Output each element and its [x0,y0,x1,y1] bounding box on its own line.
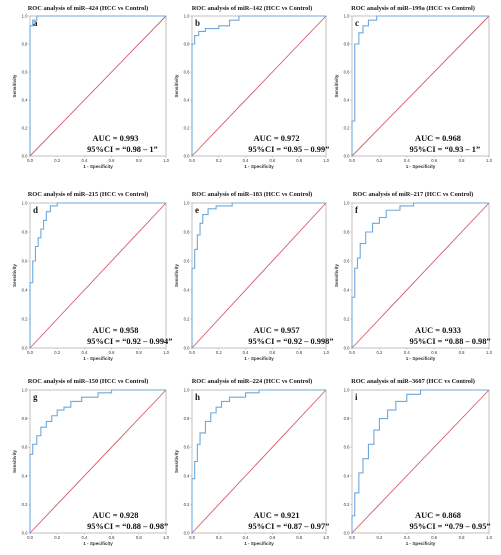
x-tick-label: 0.0 [189,350,195,355]
roc-panel-g [12,378,170,546]
x-axis-label: 1 - Specificity [244,356,274,361]
roc-panel-i [344,378,493,546]
panel-title: ROC analysis of miR–217 (HCC vs Control) [352,191,474,198]
x-tick-label: 0.8 [135,158,142,163]
panel-letter: e [195,205,199,215]
y-axis-label: Sensitivity [174,74,179,98]
x-axis-label: 1 - Specificity [405,356,436,361]
y-tick-label: 0.4 [21,287,28,293]
y-tick-label: 1.0 [343,387,350,393]
y-tick-label: 0.0 [183,530,190,536]
x-tick-label: 0.2 [54,535,61,540]
y-tick-label: 0.2 [21,125,28,131]
panel-title: ROC analysis of miR–142 (HCC vs Control) [191,5,313,12]
y-tick-label: 0.6 [343,258,350,264]
x-tick-label: 0.0 [349,350,355,355]
x-tick-label: 0.8 [135,535,142,540]
x-tick-label: 1.0 [486,350,492,355]
panel-letter: d [33,205,39,215]
auc-annotation: AUC = 0.868 [415,511,461,520]
x-tick-label: 0.6 [431,535,438,540]
x-tick-label: 0.6 [431,350,438,355]
y-tick-label: 0.0 [183,345,190,351]
roc-panel-b [174,5,330,169]
y-tick-label: 0.4 [21,473,28,479]
y-tick-label: 0.0 [21,345,28,351]
y-tick-label: 0.8 [183,41,190,47]
x-tick-label: 1.0 [163,158,169,163]
x-tick-label: 0.0 [189,158,195,163]
y-tick-label: 0.2 [183,125,190,131]
y-tick-label: 0.0 [21,153,28,159]
x-tick-label: 0.2 [54,350,61,355]
y-tick-label: 0.2 [21,316,28,322]
y-tick-label: 0.2 [343,125,350,131]
x-tick-label: 0.8 [135,350,142,355]
panel-letter: i [355,392,358,402]
x-tick-label: 0.2 [215,535,222,540]
y-tick-label: 0.8 [183,229,190,235]
x-tick-label: 0.6 [269,158,276,163]
x-tick-label: 0.0 [349,158,355,163]
x-tick-label: 1.0 [486,158,492,163]
x-tick-label: 0.4 [242,350,249,355]
y-tick-label: 0.6 [21,69,28,75]
x-tick-label: 0.4 [242,535,249,540]
x-tick-label: 0.8 [458,158,465,163]
y-axis-label: Sensitivity [334,264,339,287]
y-tick-label: 1.0 [183,200,190,206]
x-tick-label: 0.4 [81,350,88,355]
y-tick-label: 0.6 [21,258,28,264]
y-tick-label: 0.2 [343,501,350,507]
roc-panel-a [12,5,170,169]
auc-annotation: AUC = 0.928 [92,511,139,520]
auc-annotation: AUC = 0.957 [253,326,300,335]
y-tick-label: 1.0 [343,13,350,19]
y-tick-label: 0.8 [343,229,350,235]
y-axis-label: Sensitivity [12,450,17,473]
panel-title: ROC analysis of miR–199a (HCC vs Control) [351,5,475,12]
panel-title: ROC analysis of miR–183 (HCC vs Control) [191,191,313,198]
y-tick-label: 0.6 [343,444,350,450]
x-tick-label: 0.6 [269,535,276,540]
panel-title: ROC analysis of miR–224 (HCC vs Control) [191,378,313,385]
y-tick-label: 0.4 [183,97,190,103]
panel-title: ROC analysis of miR–424 (HCC vs Control) [27,5,149,12]
y-tick-label: 0.0 [21,530,28,536]
x-tick-label: 0.0 [349,535,355,540]
x-tick-label: 0.8 [296,535,303,540]
x-tick-label: 0.8 [458,350,465,355]
y-tick-label: 0.6 [343,69,350,75]
y-tick-label: 0.6 [183,69,190,75]
y-axis-label: Sensitivity [12,264,17,287]
x-tick-label: 0.4 [81,158,88,163]
x-axis-label: 1 - Specificity [405,164,436,169]
x-tick-label: 0.2 [54,158,61,163]
x-tick-label: 0.4 [403,158,410,163]
x-tick-label: 0.6 [269,350,276,355]
y-tick-label: 0.0 [343,530,350,536]
ci-annotation: 95%CI = “0.93 – 1” [409,145,481,154]
auc-annotation: AUC = 0.921 [253,511,300,520]
roc-panel-f [334,191,493,361]
x-tick-label: 0.6 [108,350,115,355]
y-axis-label: Sensitivity [174,450,179,473]
x-axis-label: 1 - Specificity [83,164,113,169]
y-tick-label: 0.2 [21,501,28,507]
auc-annotation: AUC = 0.933 [415,326,461,335]
x-tick-label: 0.8 [296,350,303,355]
panel-letter: g [33,392,38,402]
x-tick-label: 0.4 [81,535,88,540]
y-tick-label: 0.4 [343,97,350,103]
ci-annotation: 95%CI = “0.79 – 0.95” [409,522,491,531]
y-axis-label: Sensitivity [174,264,179,287]
y-tick-label: 1.0 [183,13,190,19]
y-tick-label: 0.8 [343,41,350,47]
y-tick-label: 0.4 [21,97,28,103]
panel-letter: b [195,18,201,28]
y-tick-label: 0.2 [183,316,190,322]
y-tick-label: 0.4 [183,473,190,479]
x-tick-label: 0.6 [108,535,115,540]
x-tick-label: 0.2 [376,350,383,355]
x-tick-label: 1.0 [323,158,329,163]
panel-title: ROC analysis of miR–3607 (HCC vs Control) [351,378,475,385]
x-tick-label: 1.0 [323,350,329,355]
y-tick-label: 0.0 [343,153,350,159]
x-tick-label: 0.8 [458,535,465,540]
x-tick-label: 1.0 [323,535,329,540]
ci-annotation: 95%CI = “0.92 – 0.998” [248,337,334,346]
auc-annotation: AUC = 0.993 [92,134,139,143]
x-tick-label: 0.2 [215,350,222,355]
y-tick-label: 0.2 [183,501,190,507]
roc-panel-e [174,191,334,361]
panel-title: ROC analysis of miR–150 (HCC vs Control) [27,378,149,385]
panel-letter: a [33,18,38,28]
y-tick-label: 0.6 [183,444,190,450]
x-axis-label: 1 - Specificity [405,541,436,546]
y-tick-label: 0.4 [183,287,190,293]
y-tick-label: 0.6 [21,444,28,450]
y-tick-label: 1.0 [343,200,350,206]
x-tick-label: 1.0 [163,350,169,355]
y-tick-label: 0.4 [343,287,350,293]
ci-annotation: 95%CI = “0.88 – 0.98” [409,337,491,346]
y-tick-label: 0.6 [183,258,190,264]
roc-panel-d [12,191,172,361]
x-tick-label: 0.6 [108,158,115,163]
panel-letter: h [195,392,201,402]
x-tick-label: 0.4 [403,535,410,540]
ci-annotation: 95%CI = “0.92 – 0.994” [87,337,173,346]
y-axis-label: Sensitivity [334,74,339,98]
x-tick-label: 0.0 [27,158,33,163]
x-tick-label: 0.2 [376,158,383,163]
roc-panel-c [334,5,493,169]
y-axis-label: Sensitivity [12,74,17,98]
y-tick-label: 0.8 [21,229,28,235]
x-tick-label: 0.4 [403,350,410,355]
auc-annotation: AUC = 0.958 [92,326,139,335]
x-tick-label: 0.4 [242,158,249,163]
x-axis-label: 1 - Specificity [244,541,274,546]
panel-letter: f [355,205,358,215]
y-tick-label: 1.0 [21,200,28,206]
y-tick-label: 1.0 [21,13,28,19]
y-tick-label: 1.0 [21,387,28,393]
x-axis-label: 1 - Specificity [244,164,274,169]
ci-annotation: 95%CI = “0.88 – 0.98” [87,522,169,531]
x-axis-label: 1 - Specificity [83,356,113,361]
panel-title: ROC analysis of miR–215 (HCC vs Control) [27,191,149,198]
x-tick-label: 0.0 [189,535,195,540]
x-tick-label: 0.8 [296,158,303,163]
auc-annotation: AUC = 0.968 [415,134,461,143]
y-tick-label: 1.0 [183,387,190,393]
y-tick-label: 0.2 [343,316,350,322]
x-tick-label: 1.0 [163,535,169,540]
y-tick-label: 0.8 [21,416,28,422]
ci-annotation: 95%CI = “0.87 – 0.97” [248,522,330,531]
panel-letter: c [355,18,359,28]
auc-annotation: AUC = 0.972 [253,134,300,143]
x-tick-label: 0.6 [431,158,438,163]
x-axis-label: 1 - Specificity [83,541,113,546]
x-tick-label: 0.0 [27,350,33,355]
roc-panel-h [174,378,330,546]
x-tick-label: 0.0 [27,535,33,540]
ci-annotation: 95%CI = “0.98 – 1” [87,145,158,154]
x-tick-label: 0.2 [376,535,383,540]
x-tick-label: 0.2 [215,158,222,163]
y-tick-label: 0.8 [21,41,28,47]
y-tick-label: 0.4 [343,473,350,479]
y-tick-label: 0.8 [183,416,190,422]
y-tick-label: 0.8 [343,416,350,422]
ci-annotation: 95%CI = “0.95 – 0.99” [248,145,330,154]
x-tick-label: 1.0 [486,535,492,540]
y-tick-label: 0.0 [343,345,350,351]
y-tick-label: 0.0 [183,153,190,159]
